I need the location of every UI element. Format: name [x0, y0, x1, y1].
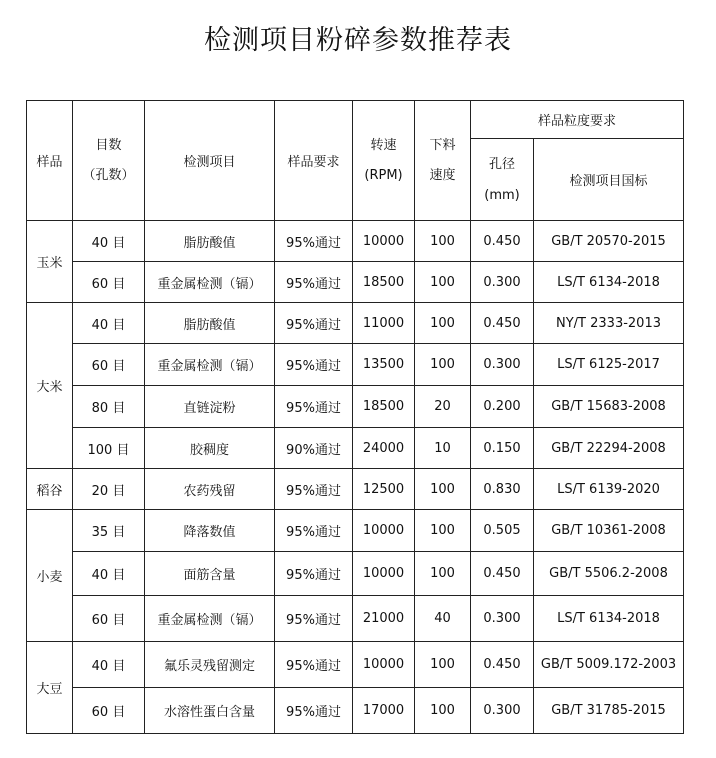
item-cell: 面筋含量 — [145, 552, 275, 596]
rpm-cell: 10000 — [353, 510, 415, 552]
sample-cell: 小麦 — [27, 510, 73, 642]
aperture-cell: 0.830 — [471, 469, 534, 510]
table-row — [27, 221, 684, 262]
rpm-cell: 21000 — [353, 596, 415, 642]
item-cell: 脂肪酸值 — [145, 303, 275, 344]
header-feed-line2: 速度 — [429, 167, 456, 183]
item-cell: 水溶性蛋白含量 — [145, 688, 275, 734]
table-row — [27, 642, 684, 688]
requirement-cell: 95%通过 — [275, 262, 353, 303]
header-aperture-line1: 孔径 — [488, 156, 515, 172]
header-aperture-line2: (mm) — [484, 187, 520, 203]
standard-cell: NY/T 2333-2013 — [534, 303, 684, 344]
standard-cell: GB/T 15683-2008 — [534, 386, 684, 428]
feed-cell: 100 — [415, 469, 471, 510]
header-aperture — [471, 139, 534, 221]
header-speed-line1: 转速 — [370, 137, 397, 153]
header-sample: 样品 — [27, 101, 73, 221]
header-mesh-line2: （孔数） — [82, 167, 135, 183]
standard-cell: LS/T 6134-2018 — [534, 262, 684, 303]
header-feed — [415, 101, 471, 221]
feed-cell: 10 — [415, 428, 471, 469]
table-row — [27, 688, 684, 734]
rpm-cell: 17000 — [353, 688, 415, 734]
aperture-cell: 0.450 — [471, 303, 534, 344]
feed-cell: 100 — [415, 510, 471, 552]
rpm-cell: 24000 — [353, 428, 415, 469]
table-row — [27, 469, 684, 510]
aperture-cell: 0.450 — [471, 552, 534, 596]
feed-cell: 100 — [415, 642, 471, 688]
aperture-cell: 0.300 — [471, 262, 534, 303]
item-cell: 胶稠度 — [145, 428, 275, 469]
standard-cell: LS/T 6125-2017 — [534, 344, 684, 386]
item-cell: 降落数值 — [145, 510, 275, 552]
rpm-cell: 11000 — [353, 303, 415, 344]
rpm-cell: 18500 — [353, 262, 415, 303]
header-speed — [353, 101, 415, 221]
rpm-cell: 13500 — [353, 344, 415, 386]
rpm-cell: 10000 — [353, 552, 415, 596]
requirement-cell: 95%通过 — [275, 596, 353, 642]
header-particle-group: 样品粒度要求 — [471, 101, 684, 139]
feed-cell: 100 — [415, 552, 471, 596]
item-cell: 氟乐灵残留测定 — [145, 642, 275, 688]
requirement-cell: 95%通过 — [275, 688, 353, 734]
rpm-cell: 10000 — [353, 221, 415, 262]
header-mesh — [73, 101, 145, 221]
standard-cell: GB/T 5009.172-2003 — [534, 642, 684, 688]
mesh-cell: 20 目 — [73, 469, 145, 510]
mesh-cell: 40 目 — [73, 303, 145, 344]
table-row — [27, 344, 684, 386]
table-row — [27, 552, 684, 596]
requirement-cell: 95%通过 — [275, 510, 353, 552]
header-mesh-line1: 目数 — [95, 137, 122, 153]
aperture-cell: 0.450 — [471, 642, 534, 688]
feed-cell: 100 — [415, 303, 471, 344]
mesh-cell: 40 目 — [73, 642, 145, 688]
mesh-cell: 100 目 — [73, 428, 145, 469]
header-standard: 检测项目国标 — [534, 139, 684, 221]
params-table — [26, 100, 684, 734]
aperture-cell: 0.200 — [471, 386, 534, 428]
sample-cell: 大米 — [27, 303, 73, 469]
aperture-cell: 0.300 — [471, 596, 534, 642]
header-requirement: 样品要求 — [275, 101, 353, 221]
mesh-cell: 60 目 — [73, 344, 145, 386]
mesh-cell: 40 目 — [73, 221, 145, 262]
feed-cell: 100 — [415, 344, 471, 386]
item-cell: 重金属检测（镉） — [145, 262, 275, 303]
aperture-cell: 0.150 — [471, 428, 534, 469]
requirement-cell: 95%通过 — [275, 344, 353, 386]
table-row — [27, 303, 684, 344]
header-item: 检测项目 — [145, 101, 275, 221]
header-speed-line2: (RPM) — [364, 167, 403, 183]
feed-cell: 100 — [415, 221, 471, 262]
table-row — [27, 596, 684, 642]
standard-cell: LS/T 6139-2020 — [534, 469, 684, 510]
standard-cell: GB/T 31785-2015 — [534, 688, 684, 734]
requirement-cell: 95%通过 — [275, 303, 353, 344]
item-cell: 重金属检测（镉） — [145, 596, 275, 642]
table-row — [27, 262, 684, 303]
requirement-cell: 95%通过 — [275, 642, 353, 688]
feed-cell: 100 — [415, 262, 471, 303]
aperture-cell: 0.300 — [471, 344, 534, 386]
feed-cell: 100 — [415, 688, 471, 734]
sample-cell: 玉米 — [27, 221, 73, 303]
standard-cell: GB/T 10361-2008 — [534, 510, 684, 552]
requirement-cell: 95%通过 — [275, 221, 353, 262]
item-cell: 重金属检测（镉） — [145, 344, 275, 386]
mesh-cell: 60 目 — [73, 596, 145, 642]
table-row — [27, 510, 684, 552]
sample-cell: 稻谷 — [27, 469, 73, 510]
item-cell: 农药残留 — [145, 469, 275, 510]
rpm-cell: 12500 — [353, 469, 415, 510]
mesh-cell: 80 目 — [73, 386, 145, 428]
item-cell: 脂肪酸值 — [145, 221, 275, 262]
header-feed-line1: 下料 — [429, 137, 456, 153]
rpm-cell: 18500 — [353, 386, 415, 428]
mesh-cell: 40 目 — [73, 552, 145, 596]
requirement-cell: 90%通过 — [275, 428, 353, 469]
mesh-cell: 35 目 — [73, 510, 145, 552]
standard-cell: GB/T 20570-2015 — [534, 221, 684, 262]
page-title: 检测项目粉碎参数推荐表 — [204, 25, 512, 56]
mesh-cell: 60 目 — [73, 688, 145, 734]
table-row — [27, 428, 684, 469]
table-row — [27, 386, 684, 428]
standard-cell: GB/T 5506.2-2008 — [534, 552, 684, 596]
requirement-cell: 95%通过 — [275, 469, 353, 510]
aperture-cell: 0.450 — [471, 221, 534, 262]
mesh-cell: 60 目 — [73, 262, 145, 303]
aperture-cell: 0.505 — [471, 510, 534, 552]
standard-cell: LS/T 6134-2018 — [534, 596, 684, 642]
feed-cell: 20 — [415, 386, 471, 428]
sample-cell: 大豆 — [27, 642, 73, 734]
feed-cell: 40 — [415, 596, 471, 642]
standard-cell: GB/T 22294-2008 — [534, 428, 684, 469]
item-cell: 直链淀粉 — [145, 386, 275, 428]
requirement-cell: 95%通过 — [275, 386, 353, 428]
requirement-cell: 95%通过 — [275, 552, 353, 596]
rpm-cell: 10000 — [353, 642, 415, 688]
aperture-cell: 0.300 — [471, 688, 534, 734]
